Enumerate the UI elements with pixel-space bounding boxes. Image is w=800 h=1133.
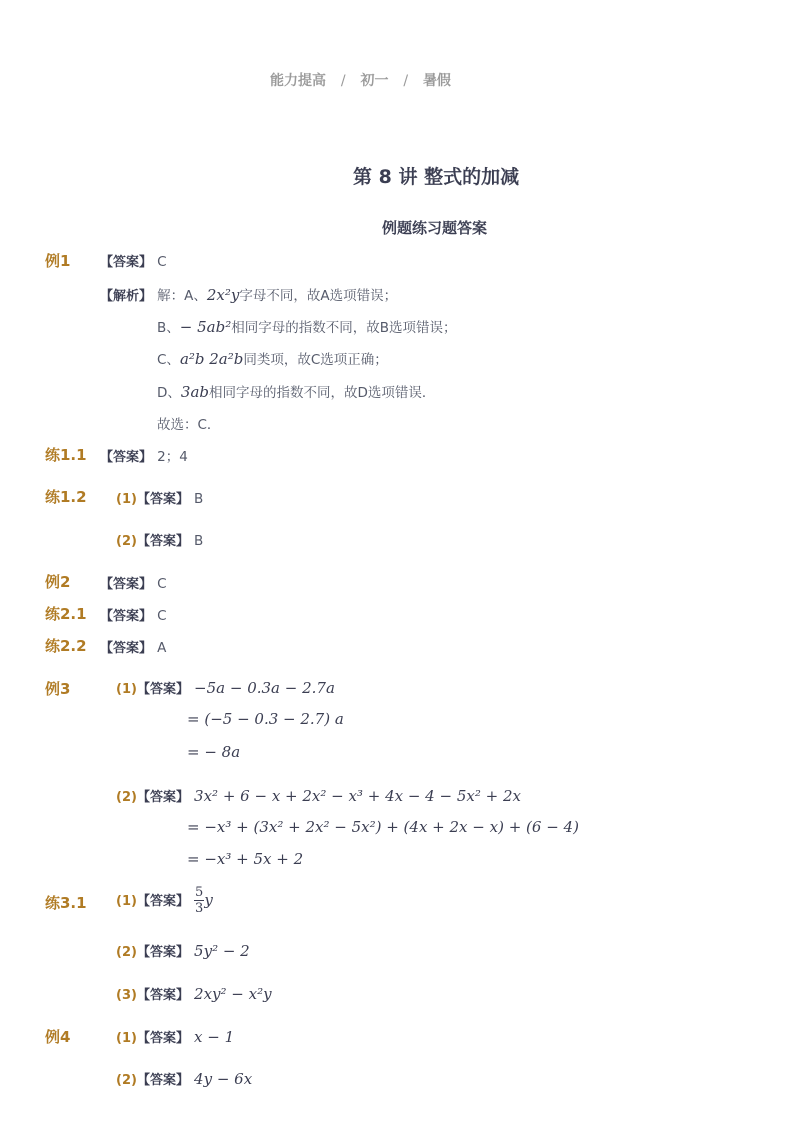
breadcrumb-grade: 初一 xyxy=(360,73,389,89)
math-expression: 3ab xyxy=(180,383,209,401)
answer-value: A xyxy=(157,640,167,656)
answer-tag: 【答案】 xyxy=(100,450,153,465)
part-number: (1) xyxy=(116,894,137,909)
answer-tag: 【答案】 xyxy=(136,682,189,697)
practice-1-1-label: 练1.1 xyxy=(45,446,87,464)
math-expression: x − 1 xyxy=(194,1028,235,1046)
practice-2-1-answer xyxy=(100,605,167,624)
answer-value: B xyxy=(194,491,204,507)
practice-1-1-answer xyxy=(100,445,188,465)
analysis-line-4 xyxy=(157,381,435,401)
part-number: (1) xyxy=(116,682,137,697)
analysis-text: 同类项，故C选项正确； xyxy=(243,352,388,368)
part-number: (2) xyxy=(116,534,137,549)
answer-tag: 【答案】 xyxy=(100,641,153,656)
example-3-part-2 xyxy=(116,786,521,805)
answer-value: C xyxy=(157,576,167,592)
math-expression: −5a − 0.3a − 2.7a xyxy=(194,679,335,697)
example-2-answer xyxy=(100,573,167,592)
fraction-denominator: 3 xyxy=(195,901,204,916)
answer-tag: 【答案】 xyxy=(136,1031,189,1046)
fraction xyxy=(194,885,204,916)
math-expression: 4y − 6x xyxy=(194,1070,253,1088)
answer-value: B xyxy=(194,533,204,549)
example-4-part-1 xyxy=(116,1027,234,1046)
practice-2-2-label: 练2.2 xyxy=(45,637,87,655)
math-expression: 3x² + 6 − x + 2x² − x³ + 4x − 4 − 5x² + 2x xyxy=(194,787,521,805)
analysis-text: 相同字母的指数不同，故D选项错误． xyxy=(209,385,436,401)
analysis-text: D、 xyxy=(157,385,181,401)
example-4-part-2 xyxy=(116,1069,252,1088)
answer-tag: 【答案】 xyxy=(136,1073,189,1088)
answer-tag: 【答案】 xyxy=(136,790,189,805)
breadcrumb-term: 暑假 xyxy=(422,73,451,89)
part-number: (3) xyxy=(116,988,137,1003)
analysis-line-5: 故选：C． xyxy=(157,417,221,433)
math-expression: = −x³ + 5x + 2 xyxy=(187,850,304,868)
fraction-numerator: 5 xyxy=(195,885,204,900)
analysis-tag: 【解析】 xyxy=(100,289,153,304)
example-1-label: 例1 xyxy=(45,252,71,270)
page-title: 第 8 讲 整式的加减 xyxy=(353,166,520,188)
answer-tag: 【答案】 xyxy=(136,492,189,507)
breadcrumb-separator: / xyxy=(340,73,346,89)
part-number: (2) xyxy=(116,790,137,805)
math-expression: − 5ab² xyxy=(179,318,232,336)
answer-value: C xyxy=(157,254,167,270)
analysis-line-1 xyxy=(100,284,397,304)
analysis-text: B、 xyxy=(157,320,180,336)
answer-tag: 【答案】 xyxy=(100,609,153,624)
part-number: (1) xyxy=(116,1031,137,1046)
breadcrumb xyxy=(270,70,451,90)
analysis-text: C、 xyxy=(157,352,180,368)
math-variable: y xyxy=(204,891,213,909)
answer-tag: 【答案】 xyxy=(136,988,189,1003)
page-subtitle: 例题练习题答案 xyxy=(382,219,488,237)
part-number: (1) xyxy=(116,492,137,507)
answer-value: C xyxy=(157,608,167,624)
example-3-part-1 xyxy=(116,678,335,697)
math-expression: = (−5 − 0.3 − 2.7) a xyxy=(187,710,344,728)
analysis-text: 解：A、 xyxy=(157,288,207,304)
analysis-text: 字母不同，故A选项错误； xyxy=(239,288,398,304)
answer-tag: 【答案】 xyxy=(136,945,189,960)
practice-1-2-label: 练1.2 xyxy=(45,488,87,506)
example-2-label: 例2 xyxy=(45,573,71,591)
answer-tag: 【答案】 xyxy=(136,534,189,549)
answer-tag: 【答案】 xyxy=(100,577,153,592)
practice-3-1-part-1 xyxy=(116,885,213,916)
practice-3-1-label: 练3.1 xyxy=(45,894,87,912)
analysis-line-3 xyxy=(157,348,388,368)
part-number: (2) xyxy=(116,1073,137,1088)
breadcrumb-separator: / xyxy=(403,73,409,89)
example-1-answer xyxy=(100,251,167,270)
math-expression: = −x³ + (3x² + 2x² − 5x²) + (4x + 2x − x) + (6 − 4) xyxy=(187,818,579,836)
analysis-text: 相同字母的指数不同，故B选项错误； xyxy=(231,320,457,336)
practice-1-2-part-1 xyxy=(116,488,203,507)
practice-1-2-part-2 xyxy=(116,530,203,549)
answer-tag: 【答案】 xyxy=(100,255,153,270)
breadcrumb-level: 能力提高 xyxy=(270,73,326,89)
part-number: (2) xyxy=(116,945,137,960)
answer-tag: 【答案】 xyxy=(136,894,189,909)
example-3-label: 例3 xyxy=(45,680,71,698)
math-expression: 5y² − 2 xyxy=(194,942,250,960)
practice-2-2-answer xyxy=(100,637,166,656)
practice-3-1-part-2 xyxy=(116,941,250,960)
math-expression: 2x²y xyxy=(206,286,240,304)
example-4-label: 例4 xyxy=(45,1028,71,1046)
analysis-line-2 xyxy=(157,316,456,336)
math-expression: a²b 2a²b xyxy=(179,350,244,368)
answer-value: 2；4 xyxy=(157,449,188,465)
math-expression: 2xy² − x²y xyxy=(194,985,272,1003)
practice-3-1-part-3 xyxy=(116,984,272,1003)
math-expression: = − 8a xyxy=(187,743,241,761)
practice-2-1-label: 练2.1 xyxy=(45,605,87,623)
